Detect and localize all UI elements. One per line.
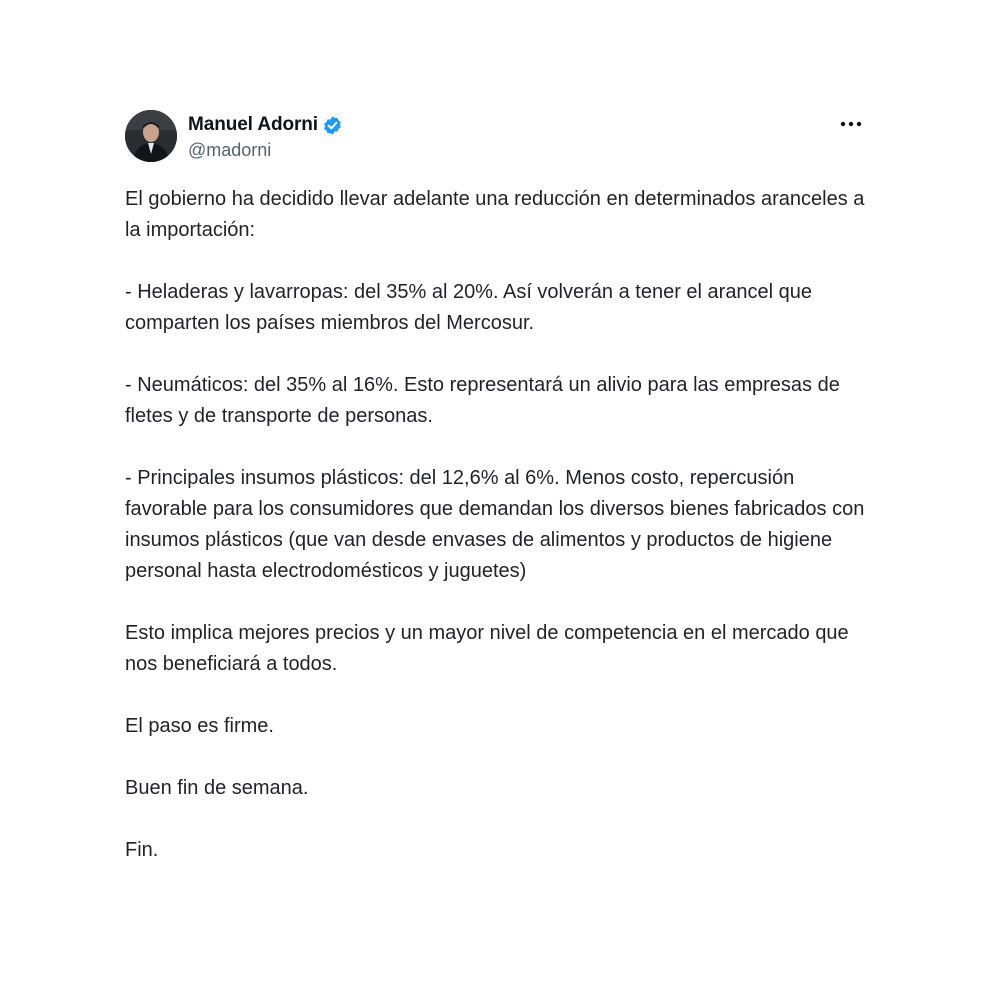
tweet-paragraph: Fin.: [125, 839, 159, 861]
more-options-icon[interactable]: [836, 114, 866, 134]
tweet-paragraph: Buen fin de semana.: [125, 777, 309, 799]
tweet-paragraph: - Principales insumos plásticos: del 12,6% al 6%. Menos costo, repercusión favorable para los consumidores que demandan los diversos bienes fabricados con insumos plásticos (que van desde envases de alimentos y productos de higiene personal hasta electrodomésticos y juguetes): [125, 467, 865, 582]
tweet-text: [125, 184, 870, 866]
tweet-paragraph: Esto implica mejores precios y un mayor nivel de competencia en el mercado que nos beneficiará a todos.: [125, 622, 849, 675]
author-identity: [188, 113, 343, 161]
verified-badge-icon: [322, 115, 343, 136]
tweet-paragraph: - Heladeras y lavarropas: del 35% al 20%. Así volverán a tener el arancel que comparten los países miembros del Mercosur.: [125, 281, 813, 334]
tweet-paragraph: El paso es firme.: [125, 715, 274, 737]
author-name[interactable]: Manuel Adorni: [188, 114, 318, 135]
avatar[interactable]: [125, 110, 177, 162]
name-row: [188, 113, 343, 137]
author-handle[interactable]: @madorni: [188, 140, 272, 160]
tweet-paragraph: El gobierno ha decidido llevar adelante una reducción en determinados aranceles a la importación:: [125, 188, 865, 241]
tweet-card: [125, 110, 870, 866]
tweet-header: [125, 110, 870, 166]
tweet-paragraph: - Neumáticos: del 35% al 16%. Esto representará un alivio para las empresas de fletes y de transporte de personas.: [125, 374, 840, 427]
